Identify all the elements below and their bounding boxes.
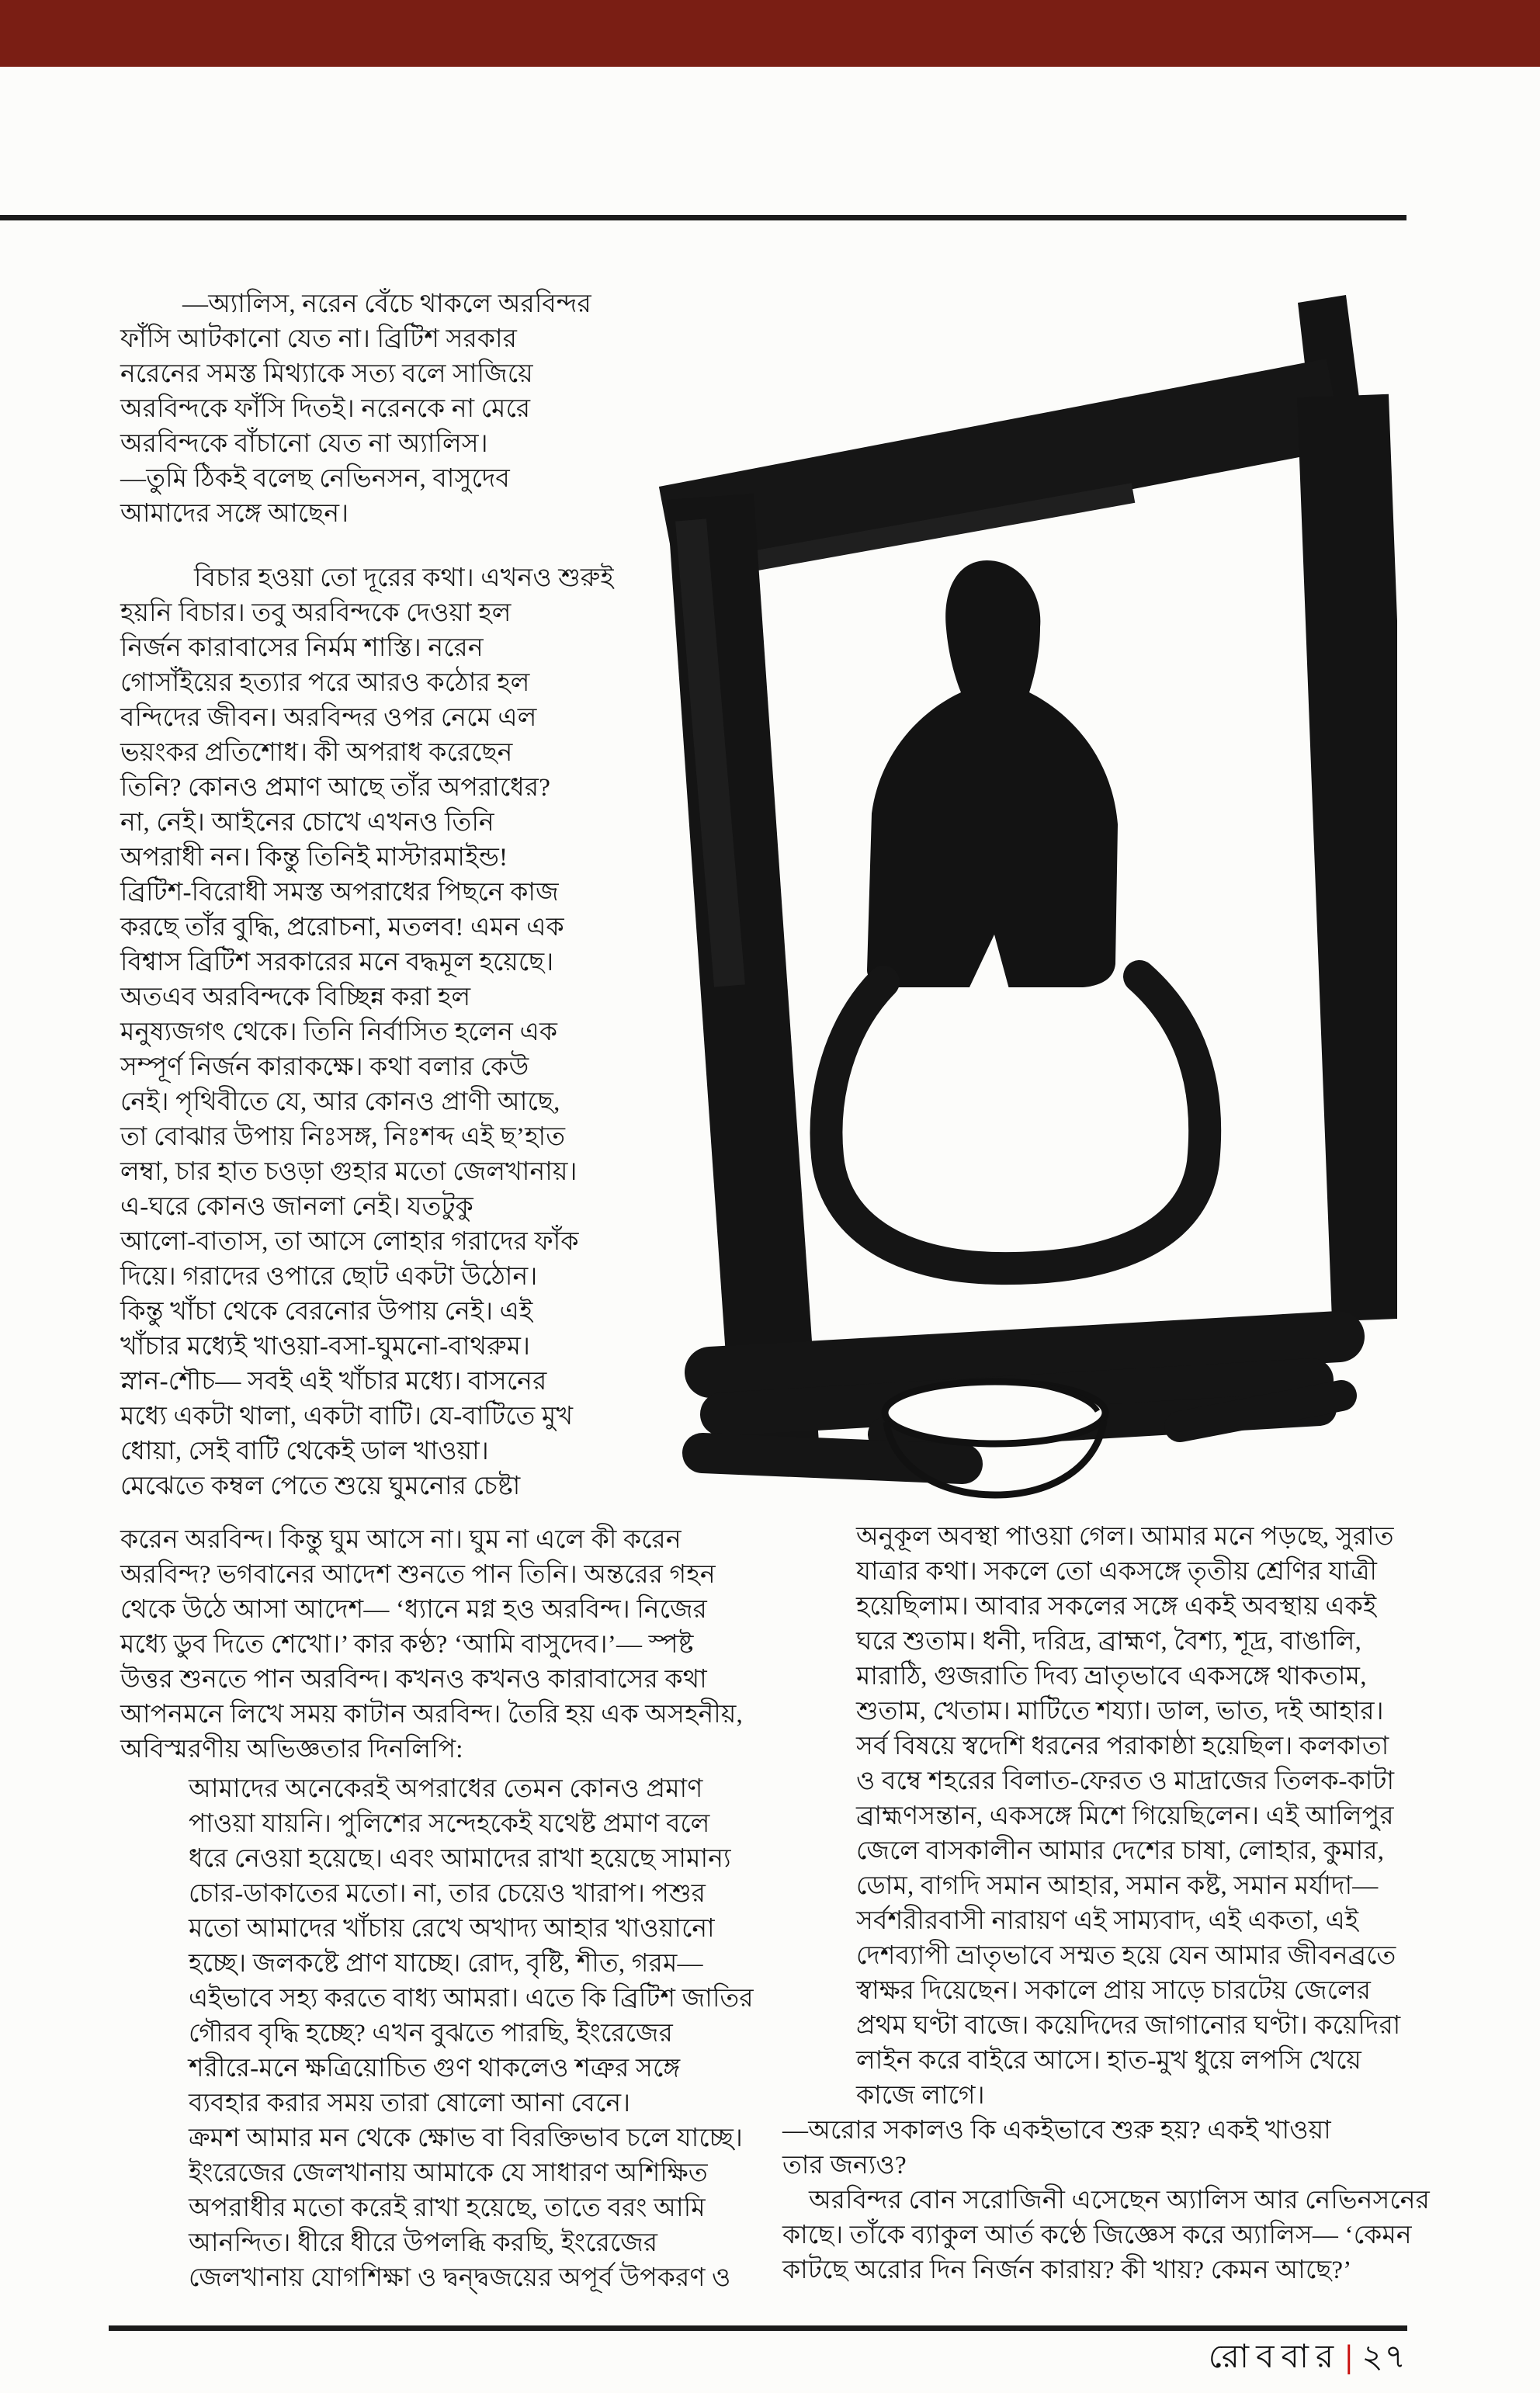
text-line: ব্রিটিশ-বিরোধী সমস্ত অপরাধের পিছনে কাজ <box>120 879 559 907</box>
text-line: ধরে নেওয়া হয়েছে। এবং আমাদের রাখা হয়েছে সামান্য <box>189 1845 731 1873</box>
text-line: তা বোঝার উপায় নিঃসঙ্গ, নিঃশব্দ এই ছ’হাত <box>120 1123 566 1151</box>
text-line: মনুষ্যজগৎ থেকে। তিনি নির্বাসিত হলেন এক <box>120 1018 558 1046</box>
text-line: মেঝেতে কম্বল পেতে শুয়ে ঘুমনোর চেষ্টা <box>120 1472 521 1500</box>
text-line: শরীরে-মনে ক্ষত্রিয়োচিত গুণ থাকলেও শত্রুর সঙ্গে <box>189 2055 681 2083</box>
right-diary-quote <box>856 1520 1400 2114</box>
text-line: দিয়ে। গরাদের ওপারে ছোট একটা উঠোন। <box>120 1263 538 1291</box>
footer-divider: | <box>1345 2339 1353 2375</box>
text-line: ঘরে শুতাম। ধনী, দরিদ্র, ব্রাহ্মণ, বৈশ্য, শূদ্র, বাঙালি, <box>856 1628 1362 1656</box>
text-line: জেলে বাসকালীন আমার দেশের চাষা, লোহার, কুমার, <box>856 1837 1385 1865</box>
text-line: ব্রাহ্মণসন্তান, একসঙ্গে মিশে গিয়েছিলেন। এই আলিপুর <box>856 1802 1394 1830</box>
text-line: ধোয়া, সেই বাটি থেকেই ডাল খাওয়া। <box>120 1438 489 1465</box>
text-line: কাটছে অরোর দিন নির্জন কারায়? কী খায়? কেমন আছে?’ <box>782 2256 1352 2284</box>
text-line: এ-ঘরে কোনও জানলা নেই। যতটুকু <box>120 1193 473 1221</box>
text-line: আলো-বাতাস, তা আসে লোহার গরাদের ফাঁক <box>120 1228 579 1256</box>
left-diary-quote <box>189 1772 754 2296</box>
text-line: থেকে উঠে আসা আদেশ— ‘ধ্যানে মগ্ন হও অরবিন্দ। নিজের <box>120 1596 708 1624</box>
text-line: সম্পূর্ণ নির্জন কারাকক্ষে। কথা বলার কেউ <box>120 1053 529 1081</box>
text-line: পাওয়া যায়নি। পুলিশের সন্দেহকেই যথেষ্ট প্রমাণ বলে <box>189 1810 710 1838</box>
right-paragraph-closing <box>782 2183 1430 2288</box>
page-footer <box>1209 2339 1407 2375</box>
text-line: স্নান-শৌচ— সবই এই খাঁচার মধ্যে। বাসনের <box>120 1368 547 1396</box>
text-line: নির্জন কারাবাসের নির্মম শাস্তি। নরেন <box>120 634 484 662</box>
text-line: অতএব অরবিন্দকে বিচ্ছিন্ন করা হল <box>120 983 471 1011</box>
text-line: হচ্ছে। জলকষ্টে প্রাণ যাচ্ছে। রোদ, বৃষ্টি, শীত, গরম— <box>189 1950 703 1978</box>
text-line: কাছে। তাঁকে ব্যাকুল আর্ত কণ্ঠে জিজ্ঞেস করে অ্যালিস— ‘কেমন <box>782 2221 1412 2249</box>
text-line: অপরাধীর মতো করেই রাখা হয়েছে, তাতে বরং আমি <box>189 2194 706 2222</box>
frame-top-bar <box>668 404 1335 574</box>
text-line: বন্দিদের জীবন। অরবিন্দর ওপর নেমে এল <box>120 704 537 732</box>
text-line: মধ্যে ডুব দিতে শেখো।’ কার কণ্ঠ? ‘আমি বাসুদেব।’— স্পষ্ট <box>120 1631 694 1659</box>
text-line: আমাদের সঙ্গে আছেন। <box>120 500 349 528</box>
text-line: মারাঠি, গুজরাতি দিব্য ভ্রাতৃভাবে একসঙ্গে থাকতাম, <box>856 1663 1367 1691</box>
text-line: —অ্যালিস, নরেন বেঁচে থাকলে অরবিন্দর <box>182 290 591 318</box>
text-line: ফাঁসি আটকানো যেত না। ব্রিটিশ সরকার <box>120 325 518 353</box>
left-paragraph-narrative <box>120 561 614 1504</box>
text-line: নেই। পৃথিবীতে যে, আর কোনও প্রাণী আছে, <box>120 1088 560 1116</box>
text-line: কিন্তু খাঁচা থেকে বেরনোর উপায় নেই। এই <box>120 1298 533 1326</box>
meditating-figure-silhouette <box>867 560 1118 987</box>
text-line: দেশব্যাপী ভ্রাতৃভাবে সম্মত হয়ে যেন আমার জীবনব্রতে <box>856 1942 1396 1970</box>
text-line: সর্বশরীরবাসী নারায়ণ এই সাম্যবাদ, এই একতা, এই <box>856 1907 1359 1935</box>
footer-rule <box>109 2325 1407 2331</box>
text-line: আপনমনে লিখে সময় কাটান অরবিন্দ। তৈরি হয় এক অসহনীয়, <box>120 1701 743 1729</box>
text-line: কাজে লাগে। <box>856 2082 985 2110</box>
text-line: অরবিন্দ? ভগবানের আদেশ শুনতে পান তিনি। অন্তরের গহন <box>120 1561 716 1589</box>
frame-left-bar <box>691 497 776 1455</box>
text-line: বিচার হওয়া তো দূরের কথা। এখনও শুরুই <box>194 564 614 592</box>
masthead-red-band <box>0 0 1540 67</box>
text-line: ও বম্বে শহরের বিলাত-ফেরত ও মাদ্রাজের তিলক-কাটা <box>856 1767 1395 1795</box>
text-line: স্বাক্ষর দিয়েছেন। সকালে প্রায় সাড়ে চারটেয় জেলের <box>856 1977 1372 2005</box>
top-rule <box>0 215 1406 220</box>
text-line: আমাদের অনেকেরই অপরাধের তেমন কোনও প্রমাণ <box>189 1775 703 1803</box>
text-line: —অরোর সকালও কি একইভাবে শুরু হয়? একই খাওয়া <box>782 2117 1331 2145</box>
text-line: ডোম, বাগদি সমান আহার, সমান কষ্ট, সমান মর্যাদা— <box>856 1872 1379 1900</box>
text-line: না, নেই। আইনের চোখে এখনও তিনি <box>120 809 494 837</box>
text-line: নরেনের সমস্ত মিথ্যাকে সত্য বলে সাজিয়ে <box>120 360 533 388</box>
magazine-name: রোববার <box>1208 2339 1341 2375</box>
text-line: অরবিন্দর বোন সরোজিনী এসেছেন অ্যালিস আর নেভিনসনের <box>809 2187 1431 2214</box>
text-line: এইভাবে সহ্য করতে বাধ্য আমরা। এতে কি ব্রিটিশ জাতির <box>189 1985 754 2013</box>
text-line: মধ্যে একটা থালা, একটা বাটি। যে-বাটিতে মুখ <box>120 1403 574 1431</box>
text-line: ক্রমশ আমার মন থেকে ক্ষোভ বা বিরক্তিভাব চলে যাচ্ছে। <box>189 2124 744 2152</box>
text-line: চোর-ডাকাতের মতো। না, তার চেয়েও খারাপ। পশুর <box>189 1880 706 1908</box>
text-line: শুতাম, খেতাম। মাটিতে শয্যা। ডাল, ভাত, দই আহার। <box>856 1698 1384 1725</box>
text-line: মতো আমাদের খাঁচায় রেখে অখাদ্য আহার খাওয়ানো <box>189 1915 715 1943</box>
text-line: উত্তর শুনতে পান অরবিন্দ। কখনও কখনও কারাবাসের কথা <box>120 1666 707 1694</box>
text-line: করছে তাঁর বুদ্ধি, প্ররোচনা, মতলব! এমন এক <box>120 914 564 942</box>
right-dialogue-question <box>782 2114 1331 2183</box>
text-line: লম্বা, চার হাত চওড়া গুহার মতো জেলখানায়। <box>120 1158 578 1186</box>
text-line: অনুকূল অবস্থা পাওয়া গেল। আমার মনে পড়ছে, সুরাত <box>856 1523 1394 1551</box>
text-line: হয়নি বিচার। তবু অরবিন্দকে দেওয়া হল <box>120 599 512 627</box>
left-paragraph-dialogue <box>120 287 591 532</box>
text-line: করেন অরবিন্দ। কিন্তু ঘুম আসে না। ঘুম না এলে কী করেন <box>120 1526 682 1554</box>
text-line: ব্যবহার করার সময় তারা ষোলো আনা বেনে। <box>189 2090 631 2117</box>
text-line: লাইন করে বাইরে আসে। হাত-মুখ ধুয়ে লপসি খেয়ে <box>856 2047 1361 2075</box>
text-line: বিশ্বাস ব্রিটিশ সরকারের মনে বদ্ধমূল হয়েছে। <box>120 949 554 976</box>
text-line: ইংরেজের জেলখানায় আমাকে যে সাধারণ অশিক্ষিত <box>189 2159 708 2187</box>
text-line: অরবিন্দকে বাঁচানো যেত না অ্যালিস। <box>120 430 488 458</box>
text-line: —তুমি ঠিকই বলেছ নেভিনসন, বাসুদেব <box>120 465 510 493</box>
prison-ink-illustration <box>636 287 1397 1607</box>
text-line: সর্ব বিষয়ে স্বদেশি ধরনের পরাকাষ্ঠা হয়েছিল। কলকাতা <box>856 1732 1389 1760</box>
text-line: প্রথম ঘণ্টা বাজে। কয়েদিদের জাগানোর ঘণ্টা। কয়েদিরা <box>856 2012 1401 2040</box>
text-line: জেলখানায় যোগশিক্ষা ও দ্বন্দ্বজয়ের অপূর্ব উপকরণ ও <box>189 2264 731 2292</box>
text-line: খাঁচার মধ্যেই খাওয়া-বসা-ঘুমনো-বাথরুম। <box>120 1333 531 1361</box>
text-line: যাত্রার কথা। সকলে তো একসঙ্গে তৃতীয় শ্রেণির যাত্রী <box>856 1558 1378 1586</box>
text-line: হয়েছিলাম। আবার সকলের সঙ্গে একই অবস্থায় একই <box>856 1593 1377 1621</box>
figure-lower-outline <box>827 976 1205 1268</box>
text-line: তার জন্যও? <box>782 2152 907 2180</box>
text-line: অপরাধী নন। কিন্তু তিনিই মাস্টারমাইন্ড! <box>120 844 508 872</box>
text-line: ভয়ংকর প্রতিশোধ। কী অপরাধ করেছেন <box>120 739 513 767</box>
text-line: তিনি? কোনও প্রমাণ আছে তাঁর অপরাধের? <box>120 774 551 802</box>
text-line: গোসাঁইয়ের হত্যার পরে আরও কঠোর হল <box>120 669 530 697</box>
text-line: গৌরব বৃদ্ধি হচ্ছে? এখন বুঝতে পারছি, ইংরেজের <box>189 2020 673 2048</box>
frame-right-bar <box>1343 396 1378 1320</box>
text-line: অবিস্মরণীয় অভিজ্ঞতার দিনলিপি: <box>120 1736 463 1764</box>
text-line: আনন্দিত। ধীরে ধীরে উপলব্ধি করছি, ইংরেজের <box>189 2229 658 2257</box>
text-line: অরবিন্দকে ফাঁসি দিতই। নরেনকে না মেরে <box>120 395 531 423</box>
page-number: ২৭ <box>1361 2339 1407 2375</box>
